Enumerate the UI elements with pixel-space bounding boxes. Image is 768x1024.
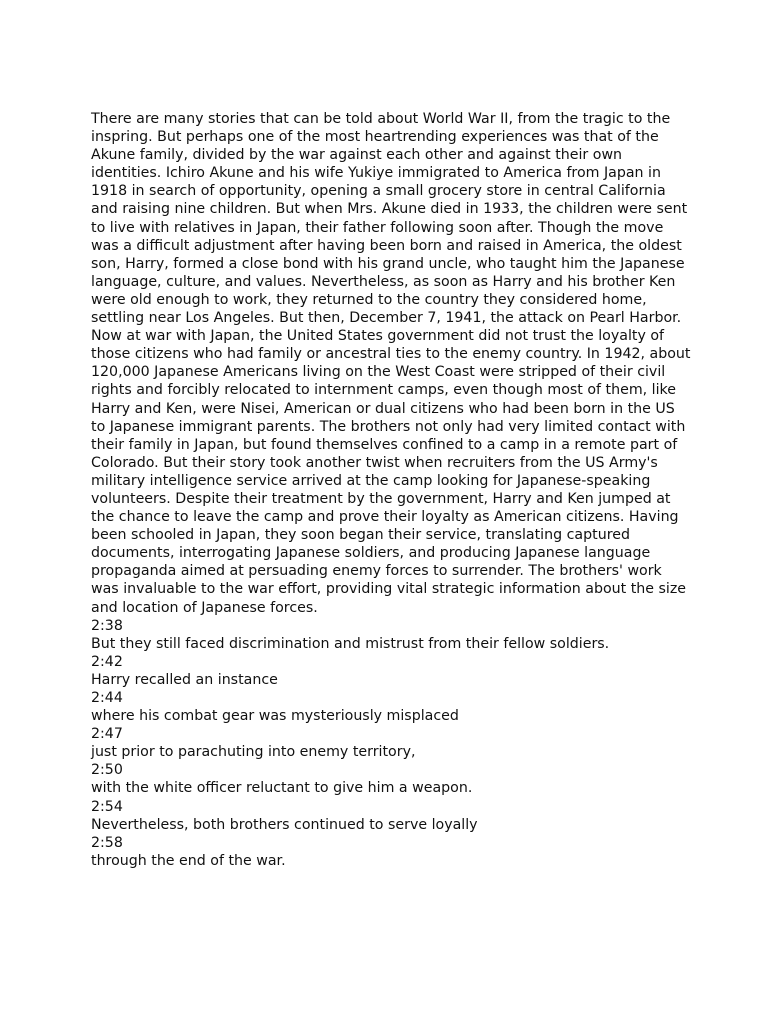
caption-text: just prior to parachuting into enemy territory, [91,744,416,761]
caption-text: through the end of the war. [91,852,286,869]
caption-timestamp: 2:42 [91,653,123,670]
caption-timestamp: 2:38 [91,617,123,634]
caption-timestamp: 2:47 [91,726,123,743]
caption-timestamp: 2:44 [91,690,123,706]
caption-text: where his combat gear was mysteriously misplaced [91,708,459,725]
document-page [91,110,691,870]
intro-paragraph: There are many stories that can be told about World War II, from the tragic to the inspring. But perhaps one of the most heartrending experiences was that of the Akune family, divided by the war against each other and against their own identities. Ichiro Akune and his wife Yukiye immigrated to America from Japan in 1918 in search of opportunity, opening a small grocery store in central California and raising nine children. But when Mrs. Akune died in 1933, the children were sent to live with relatives in Japan, their father following soon after. Though the move was a difficult adjustment after having been born and raised in America, the oldest son, Harry, formed a close bond with his grand uncle, who taught him the Japanese language, culture, and values. Nevertheless, as soon as Harry and his brother Ken were old enough to work, they returned to the country they considered home, settling near Los Angeles. But then, December 7, 1941, the attack on Pearl Harbor. Now at war with Japan, the United States government did not trust the loyalty of those citizens who had family or ancestral ties to the enemy country. In 1942, about 120,000 Japanese Americans living on the West Coast were stripped of their civil rights and forcibly relocated to internment camps, even though most of them, like Harry and Ken, were Nisei, American or dual citizens who had been born in the US to Japanese immigrant parents. The brothers not only had very limited contact with their family in Japan, but found themselves confined to a camp in a remote part of Colorado. But their story took another twist when recruiters from the US Army's military intelligence service arrived at the camp looking for Japanese-speaking volunteers. Despite their treatment by the government, Harry and Ken jumped at the chance to leave the camp and prove their loyalty as American citizens. Having been schooled in Japan, they soon began their service, translating captured documents, interrogating Japanese soldiers, and producing Japanese language propaganda aimed at persuading enemy forces to surrender. The brothers' work was invaluable to the war effort, providing vital strategic information about the size and location of Japanese forces. [91,111,691,616]
caption-timestamp: 2:54 [91,798,123,815]
caption-text: with the white officer reluctant to give him a weapon. [91,780,473,797]
caption-timestamp: 2:58 [91,834,123,851]
caption-timestamp: 2:50 [91,762,123,779]
caption-text: But they still faced discrimination and mistrust from their fellow soldiers. [91,635,610,652]
caption-text: Nevertheless, both brothers continued to serve loyally [91,816,478,833]
caption-text: Harry recalled an instance [91,671,278,688]
